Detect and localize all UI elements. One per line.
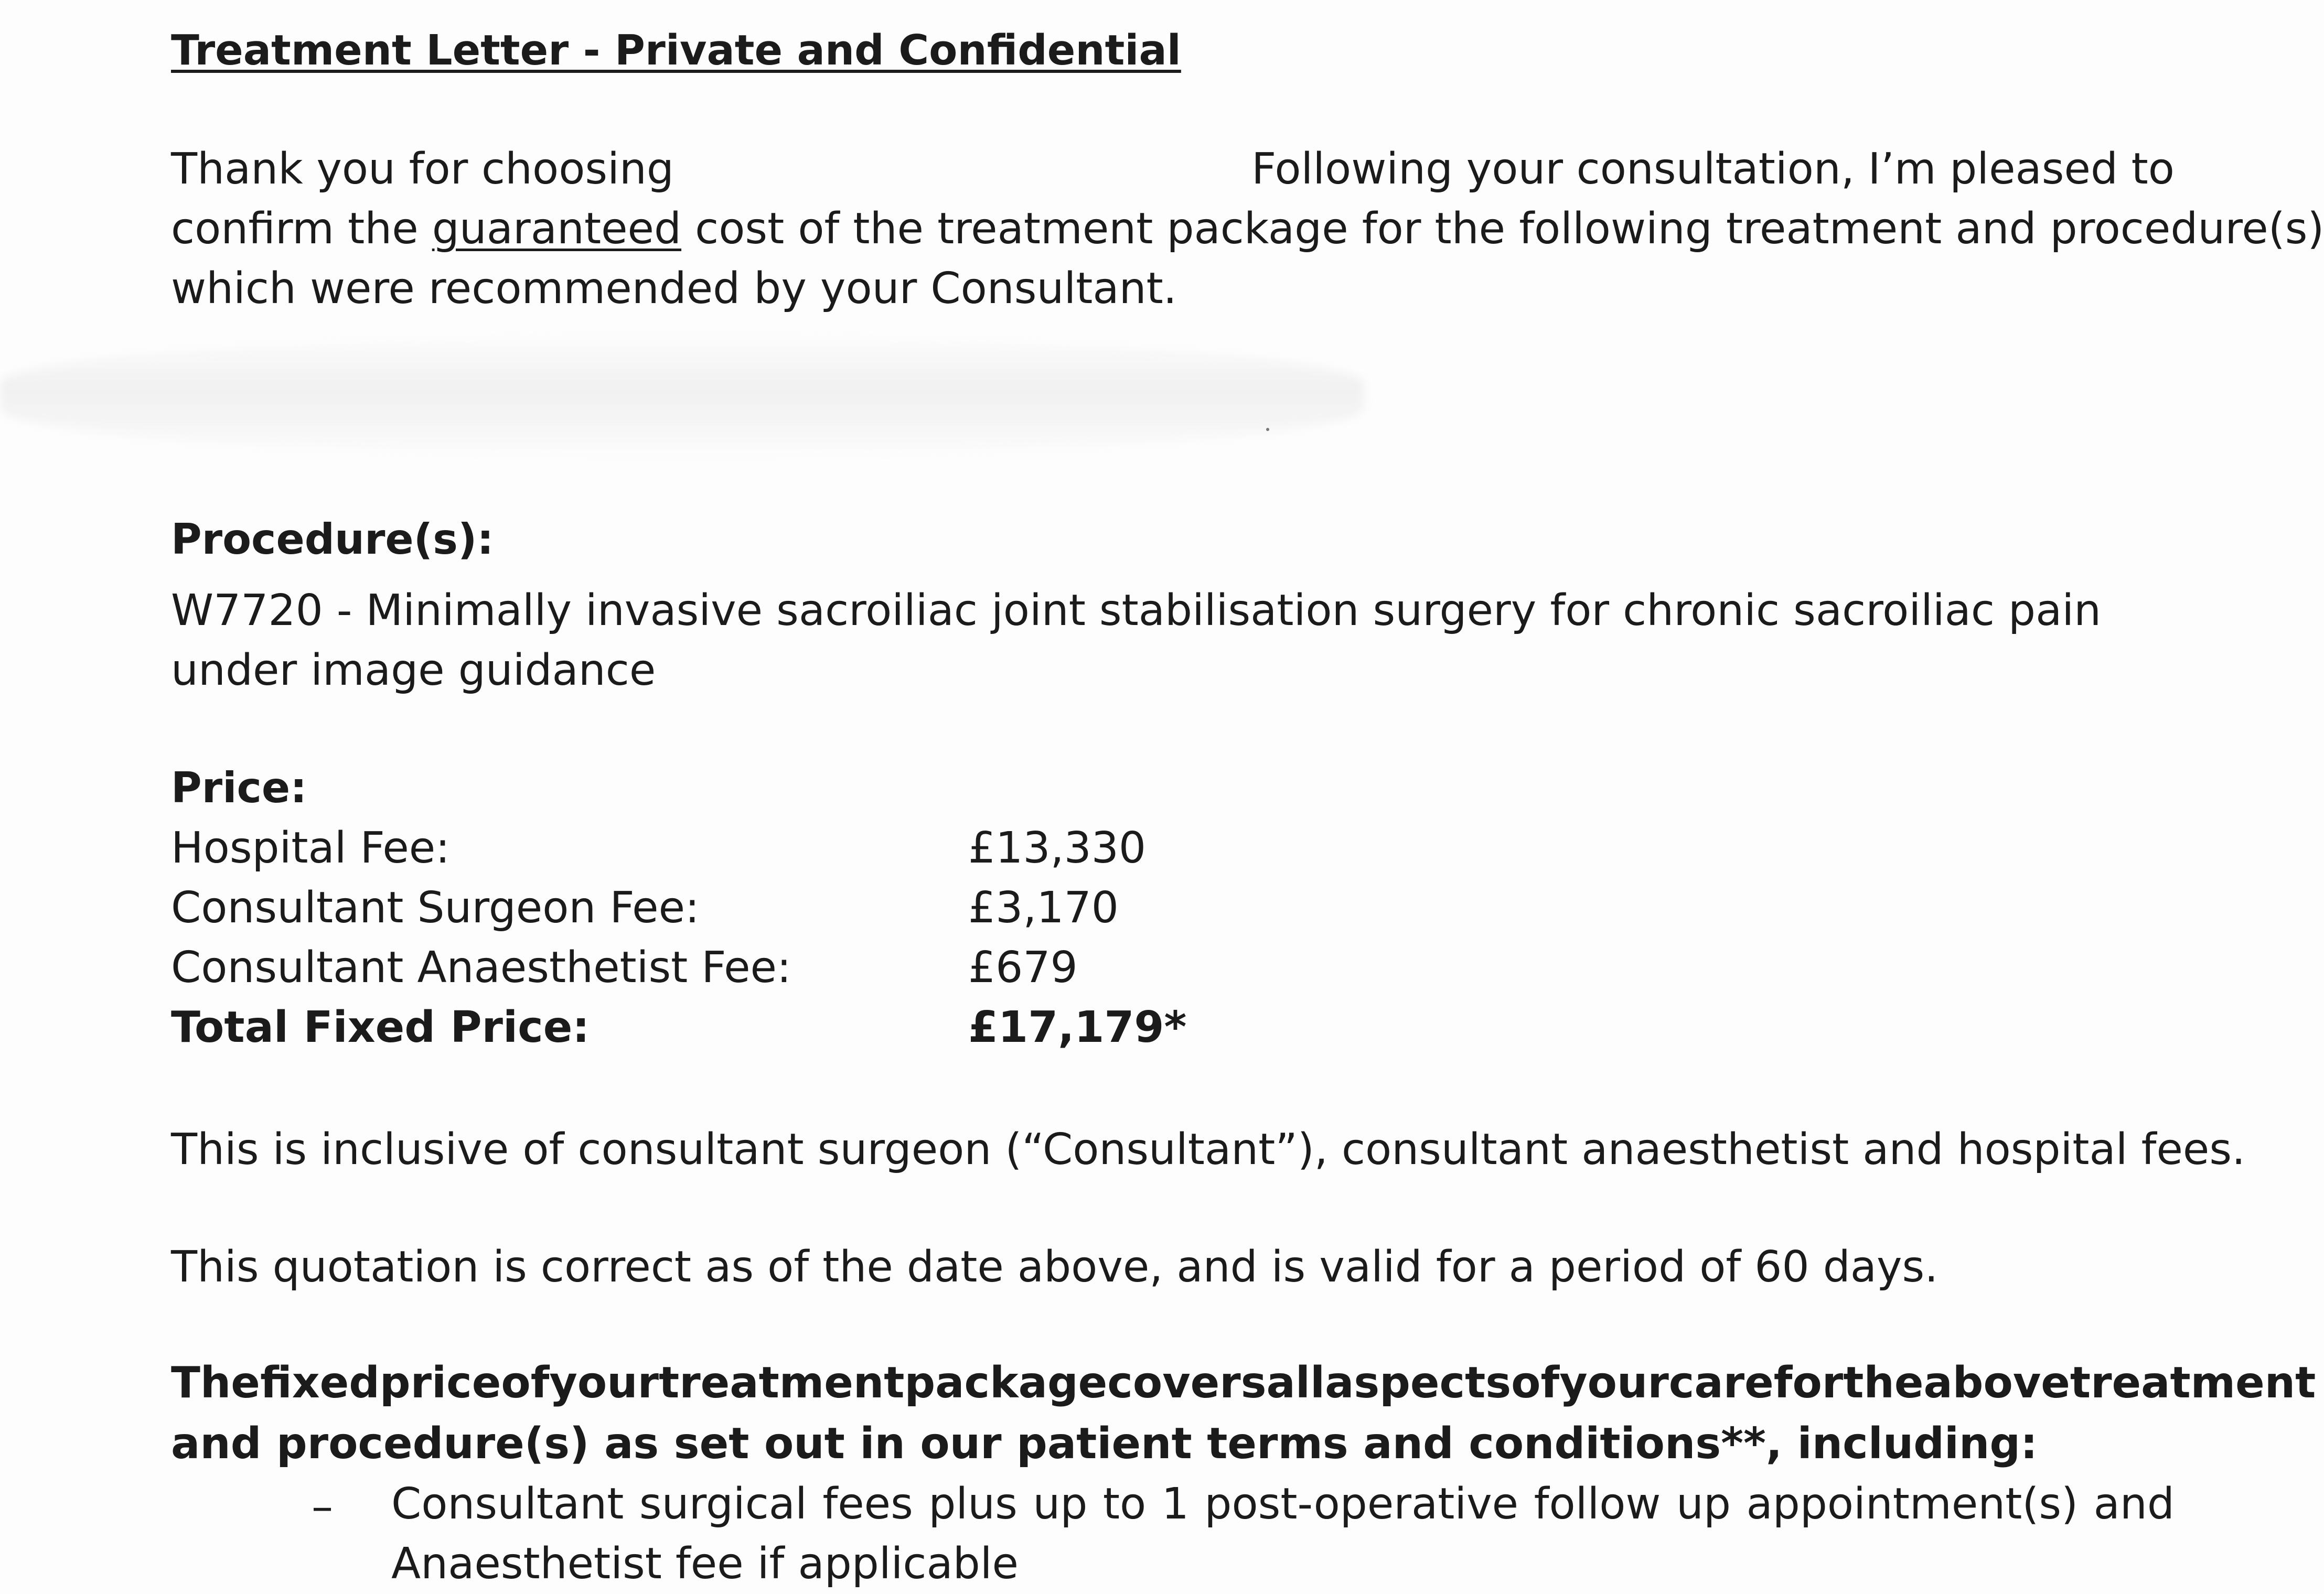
coverage-word: price — [379, 1358, 501, 1408]
bullet-word: follow — [1534, 1479, 1661, 1529]
total-label: Total Fixed Price: — [171, 1002, 590, 1052]
bullet-word: fees — [822, 1479, 913, 1529]
letter-title: Treatment Letter - Private and Confidential — [171, 26, 1181, 74]
intro-word: to — [2131, 144, 2175, 194]
coverage-word: the — [1843, 1358, 1924, 1408]
coverage-paragraph — [171, 1353, 2316, 1474]
bullet-word: post-operative — [1204, 1479, 1519, 1529]
coverage-line-2: and procedure(s) as set out in our patient terms and conditions**, including: — [171, 1419, 2038, 1469]
price-label: Consultant Surgeon Fee: — [171, 882, 700, 933]
coverage-word: all — [1266, 1358, 1325, 1408]
intro-paragraph — [171, 139, 2324, 319]
bullet-line-1 — [391, 1474, 2175, 1534]
coverage-word: for — [1773, 1358, 1844, 1408]
intro-word: your — [1466, 144, 1563, 194]
price-row-total — [171, 997, 1186, 1057]
intro-word: I’m — [1868, 144, 1936, 194]
intro-line-1 — [171, 139, 2175, 199]
price-heading: Price: — [171, 763, 307, 812]
intro-text: confirm the — [171, 204, 419, 254]
redaction-artifact — [1266, 428, 1269, 431]
coverage-word: your — [549, 1358, 659, 1408]
price-value: £679 — [968, 942, 1078, 993]
bullet-dash: – — [312, 1482, 333, 1532]
coverage-word: package — [904, 1358, 1108, 1408]
intro-word: Following — [1251, 144, 1453, 194]
price-value: £3,170 — [968, 882, 1119, 933]
coverage-word: fixed — [260, 1358, 380, 1408]
coverage-line-1 — [171, 1353, 2316, 1414]
price-value: £13,330 — [968, 823, 1147, 873]
intro-word: consultation, — [1576, 144, 1855, 194]
bullet-word: and — [2093, 1479, 2175, 1529]
redacted-clinic-name — [687, 139, 1238, 199]
intro-line-3: which were recommended by your Consultant. — [171, 264, 1177, 314]
intro-word: pleased — [1950, 144, 2118, 194]
coverage-word: aspects — [1325, 1358, 1512, 1408]
bullet-word: Consultant — [391, 1479, 624, 1529]
price-label: Consultant Anaesthetist Fee: — [171, 942, 791, 993]
guaranteed-emphasis: guaranteed — [432, 204, 682, 254]
intro-word: Thank — [171, 144, 303, 194]
coverage-word: covers — [1107, 1358, 1267, 1408]
price-table — [171, 818, 1186, 1057]
validity-note: This quotation is correct as of the date above, and is valid for a period of 60 days. — [171, 1242, 1939, 1292]
bullet-word: up — [1676, 1479, 1731, 1529]
coverage-word: care — [1668, 1358, 1774, 1408]
bullet-word: to — [1102, 1479, 1147, 1529]
bullet-line-2: Anaesthetist fee if applicable — [391, 1539, 1019, 1589]
redacted-area — [0, 336, 1364, 456]
intro-word: choosing — [481, 144, 674, 194]
coverage-word: above — [1923, 1358, 2070, 1408]
bullet-word: plus — [928, 1479, 1018, 1529]
bullet-word: 1 — [1161, 1479, 1189, 1529]
price-row-anaesthetist — [171, 938, 1186, 997]
coverage-word: treatment — [659, 1358, 905, 1408]
coverage-word: of — [1511, 1358, 1560, 1408]
price-row-hospital — [171, 818, 1186, 878]
intro-text: cost of the treatment package for the following treatment and procedure(s) — [695, 204, 2324, 254]
coverage-word: treatment — [2070, 1358, 2316, 1408]
coverage-word: of — [501, 1358, 550, 1408]
bullet-word: appointment(s) — [1746, 1479, 2079, 1529]
bullet-item — [391, 1474, 2175, 1594]
procedure-heading: Procedure(s): — [171, 515, 494, 564]
inclusive-note: This is inclusive of consultant surgeon (“Consultant”), consultant anaesthetist and hospital fees. — [171, 1125, 2246, 1175]
price-row-surgeon — [171, 878, 1186, 938]
coverage-word: The — [171, 1358, 260, 1408]
coverage-word: your — [1559, 1358, 1669, 1408]
procedure-description: W7720 - Minimally invasive sacroiliac joint stabilisation surgery for chronic sacroiliac pain under image guidance — [171, 586, 2102, 695]
intro-line-2 — [171, 199, 2324, 259]
bullet-word: up — [1033, 1479, 1088, 1529]
intro-word: you — [316, 144, 396, 194]
total-value: £17,179* — [968, 1002, 1187, 1052]
bullet-word: surgical — [639, 1479, 807, 1529]
price-label: Hospital Fee: — [171, 823, 450, 873]
intro-word: for — [409, 144, 468, 194]
